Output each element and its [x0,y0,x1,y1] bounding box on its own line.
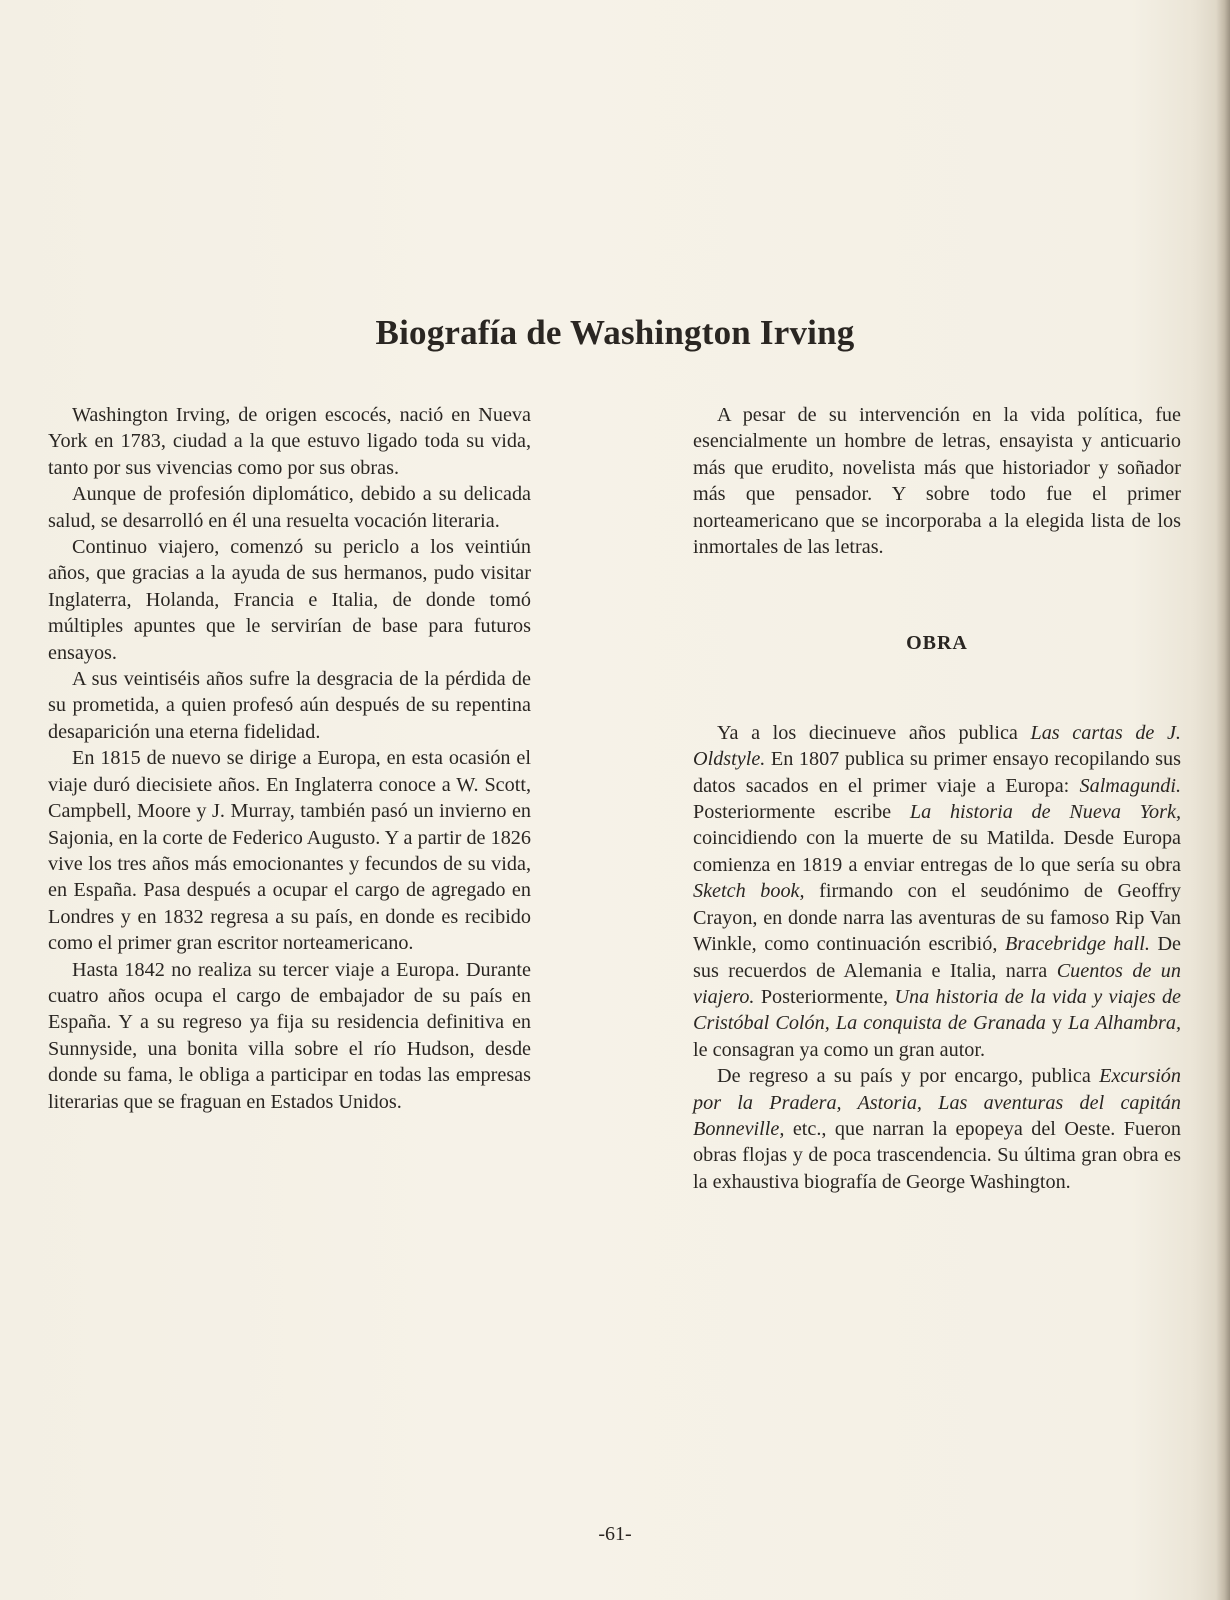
text-run: En 1807 publica su primer ensayo recopilando sus datos sacados en el primer viaje a Europa: [693,748,1181,797]
obra-paragraph-2 [693,1063,1181,1195]
text-run: De regreso a su país y por encargo, publica [717,1065,1100,1088]
text-run: De sus recuerdos de Alemania e Italia, narra [693,933,1181,982]
work-title: Sketch book, [693,880,805,903]
work-title: La Alhambra, [1068,1012,1181,1035]
work-title: La historia de Nueva York, [909,801,1181,824]
work-title: Las cartas de J. Oldstyle. [693,721,1181,771]
right-column [693,402,1181,1195]
text-run: le consagran ya como un gran autor. [693,1038,986,1061]
section-heading-obra: OBRA [906,632,968,655]
work-title: Una historia de la vida y viajes de Cristóbal Colón, La conquista de Granada [693,985,1181,1035]
intro-paragraph: A pesar de su intervención en la vida política, fue esencialmente un hombre de letras, ensayista y anticuario más que erudito, novelista más que historiador y soñador más que pensador. Y sobre todo fue el primer norteamericano que se incorporaba a la elegida lista de los inmortales de las letras. [693,404,1181,559]
paragraph: En 1815 de nuevo se dirige a Europa, en esta ocasión el viaje duró diecisiete años. En Inglaterra conoce a W. Scott, Campbell, Moore y J. Murray, también pasó un invierno en Sajonia, en la corte de Federico Augusto. Y a partir de 1826 vive los tres años más emocionantes y fecundos de su vida, en España. Pasa después a ocupar el cargo de agregado en Londres y en 1832 regresa a su país, en donde es recibido como el primer gran escritor norteamericano. [48,747,531,955]
page-title: Biografía de Washington Irving [375,313,855,353]
page-number: -61- [598,1523,632,1545]
text-run: Posteriormente, [754,985,895,1008]
left-column [48,402,531,1115]
paragraph: Continuo viajero, comenzó su periclo a los veintiún años, que gracias a la ayuda de sus hermanos, pudo visitar Inglaterra, Holanda, Francia e Italia, de donde tomó múltiples apuntes que le servirían de base para futuros ensayos. [48,536,531,664]
work-title: Bracebridge hall. [1004,933,1150,956]
paragraph: Hasta 1842 no realiza su tercer viaje a Europa. Durante cuatro años ocupa el cargo de embajador de su país en España. Y a su regreso ya fija su residencia definitiva en Sunnyside, una bonita villa sobre el río Hudson, desde donde su fama, le obliga a participar en todas las empresas literarias que se fraguan en Estados Unidos. [48,958,531,1113]
text-run: Ya a los diecinueve años publica [717,721,1031,744]
paragraph: Washington Irving, de origen escocés, nació en Nueva York en 1783, ciudad a la que estuvo ligado toda su vida, tanto por sus vivencias como por sus obras. [48,404,531,479]
text-run: etc., que narran la epopeya del Oeste. Fueron obras flojas y de poca trascendencia. Su última gran obra es la exhaustiva biografía de George Washington. [693,1117,1181,1193]
text-run: Posteriormente escribe [693,801,910,824]
page-edge-shadow [1216,0,1230,1600]
paragraph: Aunque de profesión diplomático, debido a su delicada salud, se desarrolló en él una resuelta vocación literaria. [48,483,531,532]
text-run: y [1045,1012,1069,1035]
work-title: Cuentos de un viajero. [693,959,1181,1008]
work-title: Excursión por la Pradera, Astoria, Las aventuras del capitán Bonneville, [693,1065,1181,1140]
text-run: coincidiendo con la muerte de su Matilda. Desde Europa comienza en 1819 a enviar entregas de lo que sería su obra [693,827,1181,876]
text-run: firmando con el seudónimo de Geoffry Crayon, en donde narra las aventuras de su famoso Rip Van Winkle, como continuación escribió, [693,880,1181,956]
obra-paragraph-1 [693,720,1181,1063]
paragraph: A sus veintiséis años sufre la desgracia de la pérdida de su prometida, a quien profesó aún después de su repentina desaparición una eterna fidelidad. [48,668,531,743]
work-title: Salmagundi. [1079,774,1181,797]
